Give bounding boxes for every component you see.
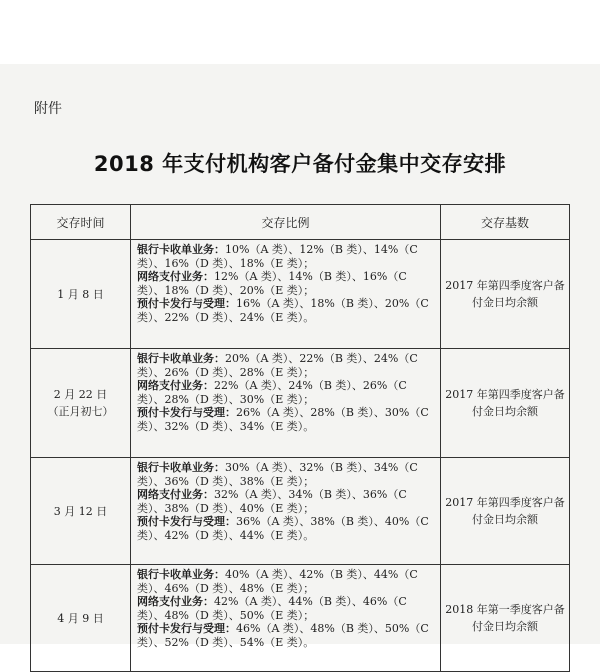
ratio-item: [137, 595, 436, 622]
ratio-item: [137, 379, 436, 406]
business-type-label: 网络支付业务：: [137, 488, 214, 501]
business-type-label: 银行卡收单业务：: [137, 568, 225, 581]
ratio-item: [137, 622, 436, 649]
business-type-label: 网络支付业务：: [137, 379, 214, 392]
business-type-label: 预付卡发行与受理：: [137, 622, 236, 635]
deposit-ratio-cell: [131, 565, 441, 672]
business-type-label: 预付卡发行与受理：: [137, 297, 236, 310]
table-row: [31, 565, 570, 672]
deposit-date: 1 月 8 日: [57, 287, 104, 301]
deposit-date: 2 月 22 日: [53, 388, 108, 401]
ratio-text: 46%（A 类）、48%（B 类）、50%（C 类）、52%（D 类）、54%（E 类）。: [137, 622, 429, 649]
deposit-date-cell: [31, 349, 131, 458]
deposit-date: 4 月 9 日: [57, 611, 104, 625]
business-type-label: 网络支付业务：: [137, 270, 214, 283]
deposit-ratio-cell: [131, 349, 441, 458]
business-type-label: 网络支付业务：: [137, 595, 214, 608]
column-header-base: 交存基数: [441, 205, 570, 240]
schedule-table: [30, 204, 570, 672]
deposit-date-lunar: （正月初七）: [47, 405, 114, 418]
ratio-item: [137, 488, 436, 515]
ratio-item: [137, 297, 436, 324]
deposit-date-cell: [31, 240, 131, 349]
ratio-item: [137, 461, 436, 488]
ratio-item: [137, 406, 436, 433]
deposit-base-cell: 2017 年第四季度客户备付金日均余额: [441, 458, 570, 565]
ratio-item: [137, 243, 436, 270]
deposit-base-cell: 2018 年第一季度客户备付金日均余额: [441, 565, 570, 672]
deposit-ratio-cell: [131, 240, 441, 349]
business-type-label: 银行卡收单业务：: [137, 461, 225, 474]
ratio-text: 22%（A 类）、24%（B 类）、26%（C 类）、28%（D 类）、30%（E 类）；: [137, 379, 407, 406]
business-type-label: 银行卡收单业务：: [137, 243, 225, 256]
deposit-base-cell: 2017 年第四季度客户备付金日均余额: [441, 240, 570, 349]
ratio-text: 10%（A 类）、12%（B 类）、14%（C 类）、16%（D 类）、18%（E 类）；: [137, 243, 418, 270]
deposit-date: 3 月 12 日: [53, 504, 108, 518]
ratio-text: 36%（A 类）、38%（B 类）、40%（C 类）、42%（D 类）、44%（E 类）。: [137, 515, 429, 542]
deposit-base-cell: 2017 年第四季度客户备付金日均余额: [441, 349, 570, 458]
ratio-item: [137, 270, 436, 297]
business-type-label: 银行卡收单业务：: [137, 352, 225, 365]
ratio-text: 30%（A 类）、32%（B 类）、34%（C 类）、36%（D 类）、38%（E 类）；: [137, 461, 418, 488]
ratio-text: 42%（A 类）、44%（B 类）、46%（C 类）、48%（D 类）、50%（E 类）；: [137, 595, 407, 622]
ratio-text: 20%（A 类）、22%（B 类）、24%（C 类）、26%（D 类）、28%（E 类）；: [137, 352, 418, 379]
ratio-item: [137, 352, 436, 379]
column-header-date: 交存时间: [31, 205, 131, 240]
ratio-text: 40%（A 类）、42%（B 类）、44%（C 类）、46%（D 类）、48%（E 类）；: [137, 568, 418, 595]
column-header-ratio: 交存比例: [131, 205, 441, 240]
ratio-item: [137, 515, 436, 542]
ratio-text: 32%（A 类）、34%（B 类）、36%（C 类）、38%（D 类）、40%（E 类）；: [137, 488, 407, 515]
deposit-ratio-cell: [131, 458, 441, 565]
page-title: 2018 年支付机构客户备付金集中交存安排: [93, 152, 507, 176]
business-type-label: 预付卡发行与受理：: [137, 515, 236, 528]
business-type-label: 预付卡发行与受理：: [137, 406, 236, 419]
ratio-item: [137, 568, 436, 595]
ratio-text: 16%（A 类）、18%（B 类）、20%（C 类）、22%（D 类）、24%（E 类）。: [137, 297, 429, 324]
ratio-text: 26%（A 类）、28%（B 类）、30%（C 类）、32%（D 类）、34%（E 类）。: [137, 406, 429, 433]
deposit-date-cell: [31, 458, 131, 565]
table-row: [31, 458, 570, 565]
deposit-date-cell: [31, 565, 131, 672]
table-row: [31, 349, 570, 458]
attachment-label: 附件: [34, 101, 62, 117]
table-row: [31, 240, 570, 349]
table-header-row: [31, 205, 570, 240]
ratio-text: 12%（A 类）、14%（B 类）、16%（C 类）、18%（D 类）、20%（E 类）；: [137, 270, 407, 297]
